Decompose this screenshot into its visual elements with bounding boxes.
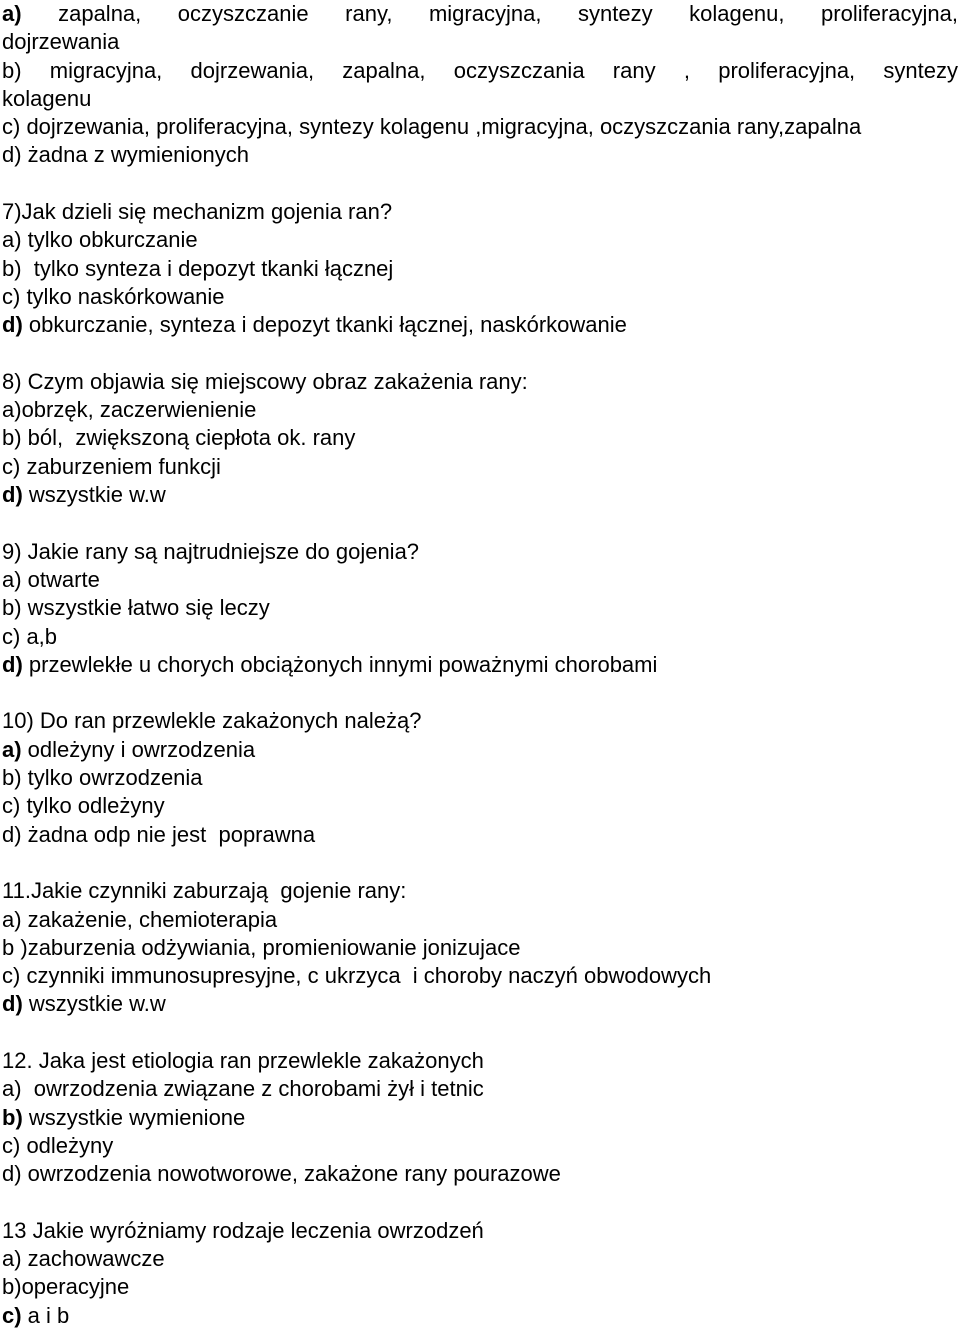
answer-option <box>2 1104 958 1132</box>
answer-label: a) <box>2 397 22 423</box>
answer-option <box>2 1075 958 1103</box>
answer-label: a) <box>2 1246 22 1272</box>
answer-label: b) <box>2 425 22 451</box>
answer-text: tylko naskórkowanie <box>20 283 225 309</box>
answer-label: c) <box>2 793 21 819</box>
answer-text: kolagenu <box>2 85 92 111</box>
answer-text: ból, zwiększoną ciepłota ok. rany <box>21 425 356 451</box>
answer-option <box>2 764 958 792</box>
block-spacer <box>2 679 958 707</box>
answer-text: wszystkie w.w <box>22 991 166 1017</box>
answer-option <box>2 934 958 962</box>
answer-text: przewlekłe u chorych obciążonych innymi poważnymi chorobami <box>22 651 658 677</box>
question-block <box>2 198 958 339</box>
answer-label: a) <box>2 906 22 932</box>
answer-option <box>2 990 958 1018</box>
answer-option <box>2 28 958 56</box>
answer-text: obkurczanie, synteza i depozyt tkanki łącznej, naskórkowanie <box>22 312 627 338</box>
answer-text: czynniki immunosupresyjne, c ukrzyca i choroby naczyń obwodowych <box>20 963 712 989</box>
answer-label: b) <box>2 765 22 791</box>
question-block <box>2 368 958 509</box>
answer-text: operacyjne <box>21 1274 130 1300</box>
answer-text: wszystkie w.w <box>22 482 166 508</box>
answer-label: b) <box>2 255 22 281</box>
answer-text: a i b <box>21 1302 70 1328</box>
answer-option <box>2 141 958 169</box>
answer-option <box>2 311 958 339</box>
answer-label: d) <box>2 991 23 1017</box>
answer-label: d) <box>2 651 23 677</box>
answer-option <box>2 962 958 990</box>
block-spacer <box>2 1019 958 1047</box>
block-spacer <box>2 509 958 537</box>
question-block <box>2 707 958 848</box>
answer-option <box>2 736 958 764</box>
answer-option <box>2 1273 958 1301</box>
answer-option <box>2 623 958 651</box>
answer-text: tylko obkurczanie <box>21 227 198 253</box>
answer-label: a) <box>2 566 22 592</box>
answer-label: b <box>2 934 15 960</box>
answer-text: zapalna, oczyszczanie rany, migracyjna, syntezy kolagenu, proliferacyjna, <box>21 1 958 26</box>
question-text: 9) Jakie rany są najtrudniejsze do gojenia? <box>2 538 420 564</box>
answer-option <box>2 566 958 594</box>
answer-option <box>2 255 958 283</box>
answer-text: migracyjna, dojrzewania, zapalna, oczyszczania rany , proliferacyjna, syntezy <box>21 57 958 83</box>
answer-text: tylko odleżyny <box>20 793 165 819</box>
question-text: 7)Jak dzieli się mechanizm gojenia ran? <box>2 199 393 225</box>
answer-option <box>2 1132 958 1160</box>
answer-text: obrzęk, zaczerwienienie <box>21 397 257 423</box>
answer-text: zaburzeniem funkcji <box>20 453 221 479</box>
answer-text: )zaburzenia odżywiania, promieniowanie jonizujace <box>14 934 521 960</box>
answer-text: tylko synteza i depozyt tkanki łącznej <box>21 255 394 281</box>
answer-option <box>2 594 958 622</box>
answer-text: wszystkie łatwo się leczy <box>21 595 270 621</box>
answer-label: c) <box>2 1132 21 1158</box>
answer-label: c) <box>2 114 21 140</box>
answer-text: żadna odp nie jest poprawna <box>21 821 316 847</box>
answer-option <box>2 396 958 424</box>
answer-text: odleżyny i owrzodzenia <box>21 736 256 762</box>
answer-label: d) <box>2 482 23 508</box>
question-block <box>2 0 958 170</box>
answer-label: c) <box>2 283 21 309</box>
answer-option <box>2 113 958 141</box>
answer-text: tylko owrzodzenia <box>21 765 203 791</box>
answer-text: otwarte <box>21 566 100 592</box>
answer-text: odleżyny <box>20 1132 114 1158</box>
answer-label: a) <box>2 227 22 253</box>
question-block <box>2 1217 958 1330</box>
question-text: 11.Jakie czynniki zaburzają gojenie rany: <box>2 878 407 904</box>
question-block <box>2 538 958 679</box>
answer-label: a) <box>2 1 22 26</box>
answer-option <box>2 226 958 254</box>
question-block <box>2 1047 958 1188</box>
answer-option <box>2 821 958 849</box>
question-text: 12. Jaka jest etiologia ran przewlekle zakażonych <box>2 1047 484 1073</box>
block-spacer <box>2 1188 958 1216</box>
answer-option <box>2 906 958 934</box>
answer-text: a,b <box>20 623 58 649</box>
answer-label: c) <box>2 453 21 479</box>
answer-option <box>2 1302 958 1330</box>
answer-option <box>2 1160 958 1188</box>
answer-label: d) <box>2 142 22 168</box>
answer-label: a) <box>2 736 22 762</box>
answer-text: owrzodzenia związane z chorobami żył i tetnic <box>21 1076 484 1102</box>
answer-label: b) <box>2 1274 22 1300</box>
answer-option <box>2 792 958 820</box>
answer-option <box>2 453 958 481</box>
answer-text: zakażenie, chemioterapia <box>21 906 278 932</box>
answer-label: d) <box>2 312 23 338</box>
question-text: 8) Czym objawia się miejscowy obraz zakażenia rany: <box>2 368 528 394</box>
question-text: 10) Do ran przewlekle zakażonych należą? <box>2 708 422 734</box>
answer-text: dojrzewania <box>2 29 120 55</box>
answer-option <box>2 283 958 311</box>
question-block <box>2 877 958 1018</box>
answer-label: b) <box>2 57 22 83</box>
answer-label: b) <box>2 595 22 621</box>
answer-text: owrzodzenia nowotworowe, zakażone rany pourazowe <box>21 1161 561 1187</box>
answer-label: a) <box>2 1076 22 1102</box>
answer-label: b) <box>2 1104 23 1130</box>
answer-label: c) <box>2 1302 22 1328</box>
answer-option <box>2 651 958 679</box>
answer-option <box>2 424 958 452</box>
answer-text: wszystkie wymienione <box>22 1104 246 1130</box>
answer-option <box>2 85 958 113</box>
answer-text: zachowawcze <box>21 1246 165 1272</box>
answer-option <box>2 57 958 85</box>
answer-option <box>2 1245 958 1273</box>
answer-option <box>2 481 958 509</box>
block-spacer <box>2 170 958 198</box>
answer-label: c) <box>2 963 21 989</box>
question-text: 13 Jakie wyróżniamy rodzaje leczenia owrzodzeń <box>2 1217 484 1243</box>
answer-label: d) <box>2 821 22 847</box>
answer-option <box>2 0 958 28</box>
answer-label: c) <box>2 623 21 649</box>
answer-text: dojrzewania, proliferacyjna, syntezy kolagenu ,migracyjna, oczyszczania rany,zapalna <box>20 114 862 140</box>
block-spacer <box>2 340 958 368</box>
answer-text: żadna z wymienionych <box>21 142 250 168</box>
block-spacer <box>2 849 958 877</box>
answer-label: d) <box>2 1161 22 1187</box>
